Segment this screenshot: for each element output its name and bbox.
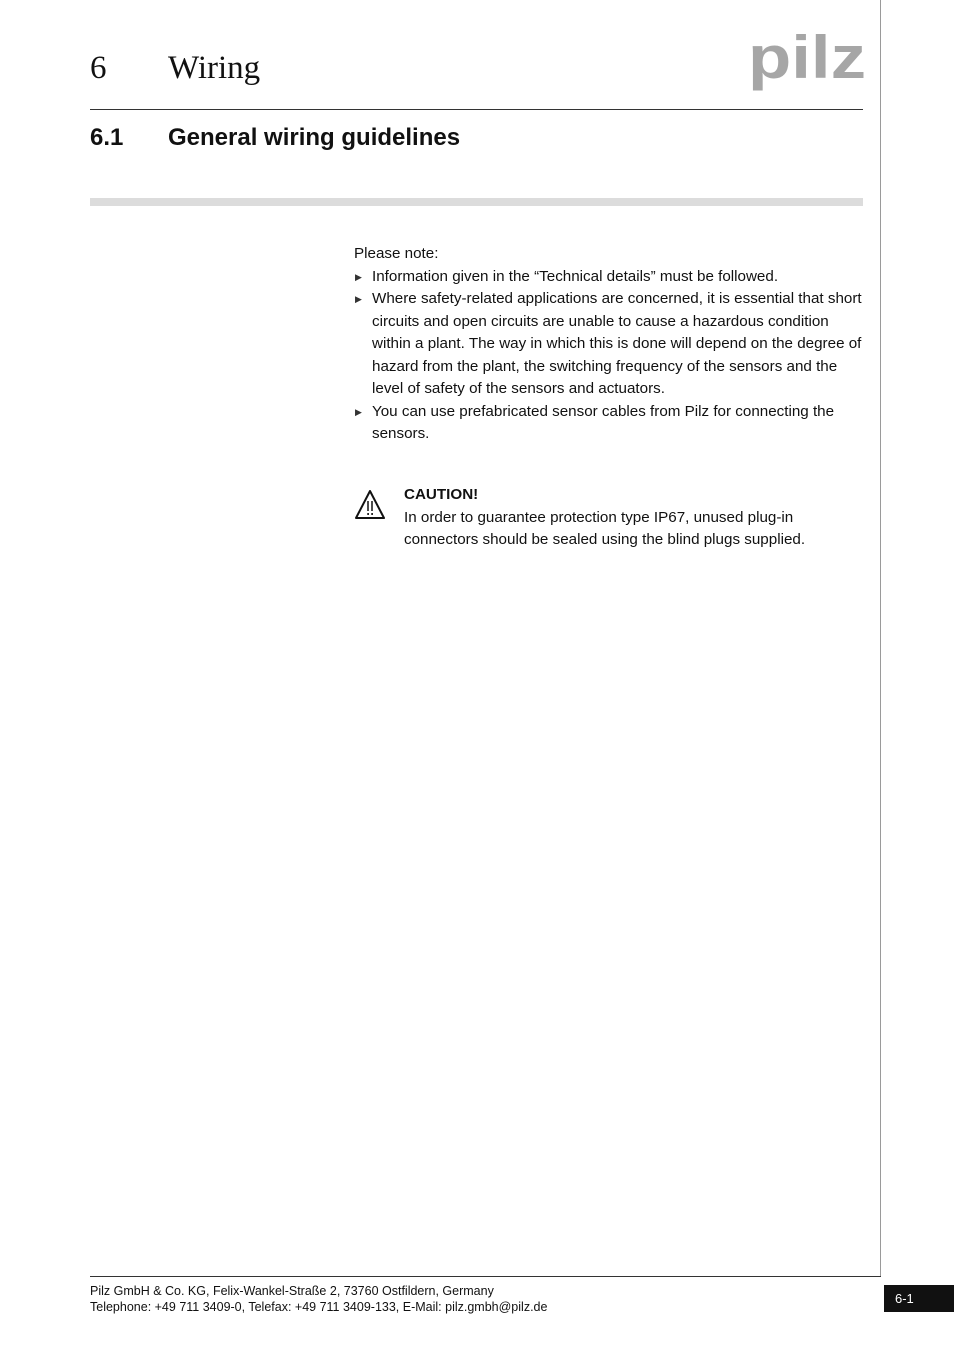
footer	[90, 1283, 547, 1315]
triangle-right-icon: ▶	[355, 294, 362, 304]
list-item-text: Information given in the “Technical details” must be followed.	[372, 267, 779, 285]
chapter-title: Wiring	[168, 50, 261, 86]
caution-box	[354, 484, 864, 552]
list-item-text: Where safety-related applications are concerned, it is essential that short circuits and open circuits are unable to cause a hazardous condition within a plant. The way in which this is done will depend on the degree of hazard from the plant, the switching frequency of the sensors and the level of safety of the sensors and actuators.	[372, 290, 862, 397]
list-item	[354, 288, 864, 401]
footer-rule	[90, 1276, 881, 1277]
logo-text: pilz	[748, 28, 866, 91]
footer-address: Pilz GmbH & Co. KG, Felix-Wankel-Straße 2, 73760 Ostfildern, Germany	[90, 1284, 494, 1298]
list-item	[354, 401, 864, 446]
warning-triangle-icon	[354, 489, 386, 521]
section-title: General wiring guidelines	[168, 124, 461, 151]
caution-content	[404, 484, 864, 552]
intro-text: Please note:	[354, 245, 439, 262]
header-rule	[90, 109, 863, 110]
triangle-right-icon: ▶	[355, 406, 362, 417]
page-number-badge: 6-1	[884, 1285, 954, 1312]
body-content	[354, 243, 864, 446]
caution-title: CAUTION!	[404, 486, 479, 503]
caution-text: In order to guarantee protection type IP67, unused plug-in connectors should be sealed using the blind plugs supplied.	[404, 508, 806, 548]
footer-contact: Telephone: +49 711 3409-0, Telefax: +49 711 3409-133, E-Mail: pilz.gmbh@pilz.de	[90, 1300, 548, 1314]
list-item	[354, 266, 864, 289]
section-number: 6.1	[90, 124, 124, 151]
page-right-margin-rule	[880, 0, 881, 1276]
chapter-number: 6	[90, 50, 107, 86]
triangle-right-icon: ▶	[355, 271, 362, 282]
list-item-text: You can use prefabricated sensor cables from Pilz for connecting the sensors.	[372, 402, 835, 442]
pilz-logo	[748, 28, 866, 96]
section-divider-bar	[90, 198, 863, 206]
